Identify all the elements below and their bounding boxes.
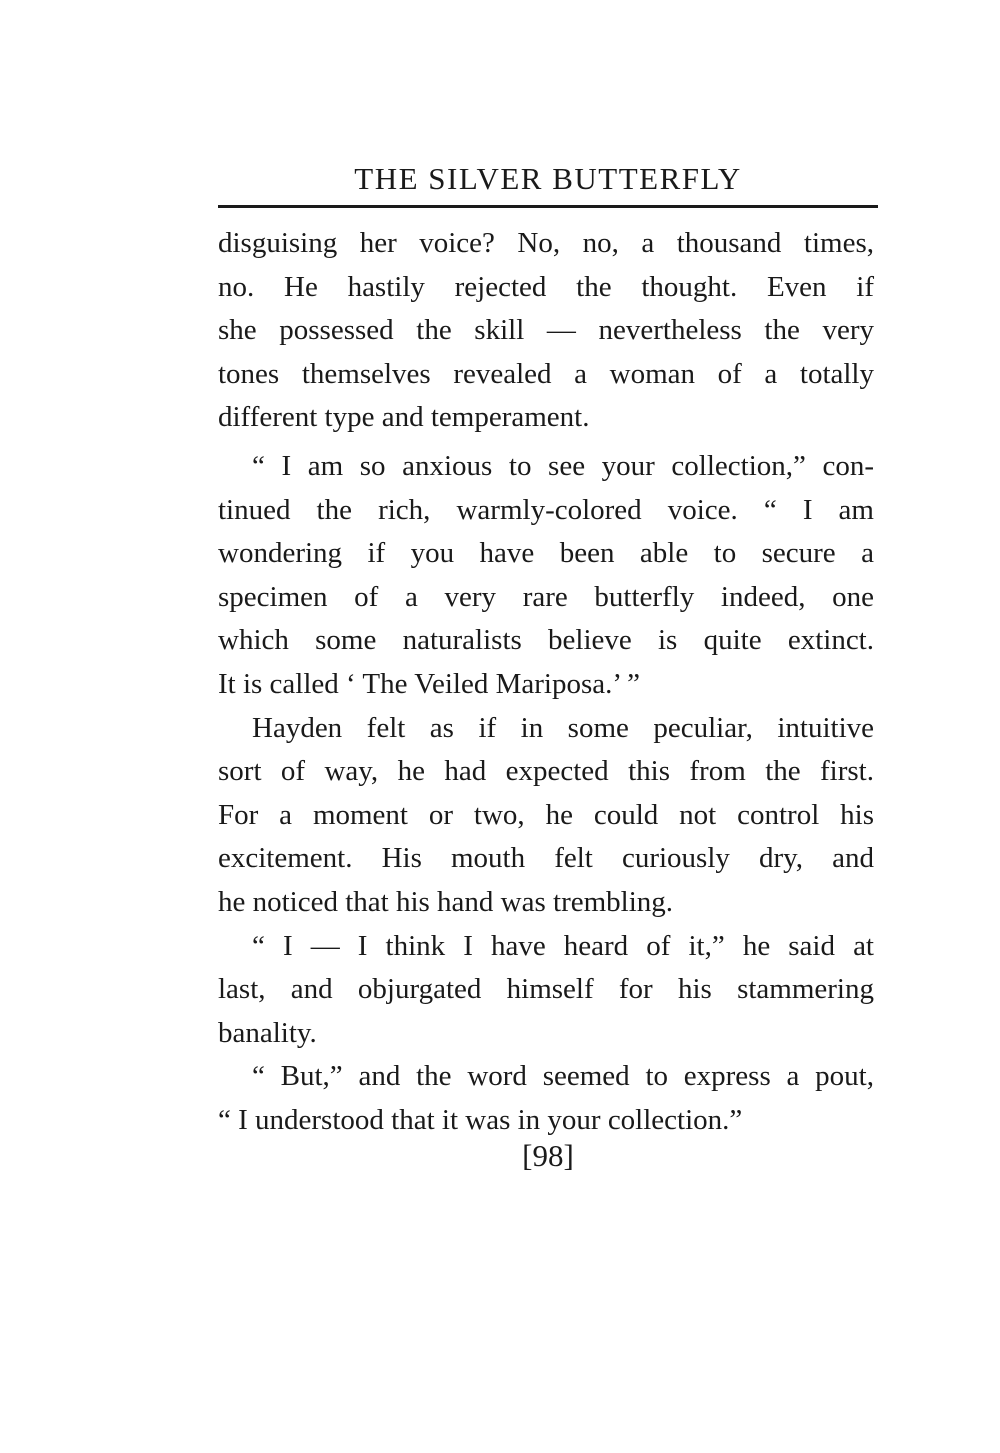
- text-line: “ But,” and the word seemed to express a pout,: [252, 1060, 874, 1093]
- text-line: he noticed that his hand was trembling.: [218, 885, 674, 918]
- text-line: banality.: [218, 1016, 317, 1049]
- text-line: tones themselves revealed a woman of a totally: [218, 357, 874, 390]
- text-line: disguising her voice? No, no, a thousand times,: [218, 227, 874, 259]
- text-line: “ I — I think I have heard of it,” he said at: [252, 929, 874, 962]
- text-line: sort of way, he had expected this from the first.: [218, 755, 874, 788]
- text-line: specimen of a very rare butterfly indeed, one: [218, 580, 874, 613]
- text-line: For a moment or two, he could not control his: [218, 798, 874, 831]
- text-line: Hayden felt as if in some peculiar, intuitive: [252, 711, 874, 744]
- text-line: no. He hastily rejected the thought. Even if: [218, 270, 874, 303]
- text-line: “ I am so anxious to see your collection,” con-: [252, 449, 874, 482]
- text-line: wondering if you have been able to secure a: [218, 537, 874, 570]
- header-rule: [218, 205, 878, 208]
- text-line: It is called ‘ The Veiled Mariposa.’ ”: [218, 667, 640, 700]
- text-line: which some naturalists believe is quite extinct.: [218, 624, 874, 657]
- running-title: THE SILVER BUTTERFLY: [354, 161, 742, 196]
- text-line: last, and objurgated himself for his stammering: [218, 973, 874, 1006]
- text-line: “ I understood that it was in your collection.”: [218, 1103, 743, 1136]
- text-line: tinued the rich, warmly-colored voice. “ I am: [218, 493, 874, 526]
- text-line: she possessed the skill — nevertheless the very: [218, 314, 874, 347]
- page-number: [98]: [522, 1138, 574, 1173]
- body-text: [218, 222, 874, 1142]
- text-line: different type and temperament.: [218, 401, 590, 434]
- text-line: excitement. His mouth felt curiously dry, and: [218, 842, 874, 875]
